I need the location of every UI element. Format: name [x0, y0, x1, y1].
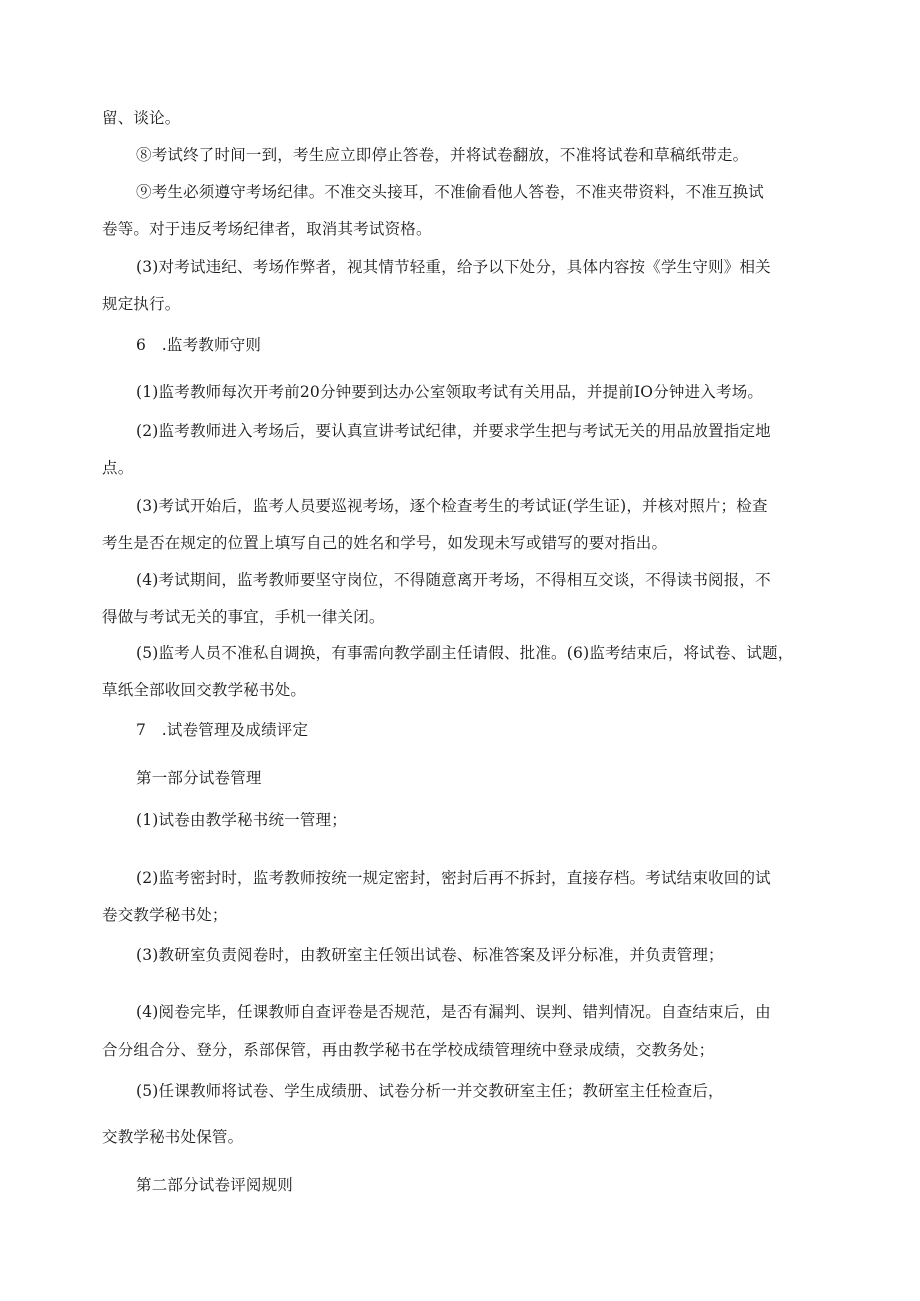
section-heading-6: 6 .监考教师守则	[136, 336, 262, 354]
paper-rule-5: (5)任课教师将试卷、学生成绩册、试卷分析一并交教研室主任；教研室主任检查后，	[136, 1082, 724, 1100]
text-line-24: 合分组合分、登分，系部保管，再由教学秘书在学校成绩管理统中登录成绩，交教务处；	[102, 1041, 715, 1059]
paper-rule-2: (2)监考密封时，监考教师按统一规定密封，密封后再不拆封，直接存档。考试结束收回的试	[136, 869, 771, 887]
paper-rule-3: (3)教研室负责阅卷时，由教研室主任领出试卷、标准答案及评分标准，并负责管理；	[136, 946, 724, 964]
text-line-6: 规定执行。	[102, 295, 181, 313]
section-heading-7: 7 .试卷管理及成绩评定	[136, 721, 309, 739]
text-line-21: 卷交教学秘书处；	[102, 906, 228, 924]
text-line-10: 点。	[102, 459, 134, 477]
text-line-16: 草纸全部收回交教学秘书处。	[102, 681, 307, 699]
rule-item-3: (3)对考试违纪、考场作弊者，视其情节轻重，给予以下处分，具体内容按《学生守则》相关	[136, 258, 771, 276]
rule-item-8: ⑧考试终了时间一到，考生应立即停止答卷，并将试卷翻放，不准将试卷和草稿纸带走。	[136, 146, 749, 164]
text-line-26: 交教学秘书处保管。	[102, 1128, 244, 1146]
rule-item-9: ⑨考生必须遵守考场纪律。不准交头接耳，不准偷看他人答卷，不准夹带资料，不准互换试	[136, 183, 765, 201]
text-line-12: 考生是否在规定的位置上填写自己的姓名和学号，如发现未写或错写的要对指出。	[102, 534, 668, 552]
text-line-4: 卷等。对于违反考场纪律者，取消其考试资格。	[102, 220, 432, 238]
text-line-14: 得做与考试无关的事宜，手机一律关闭。	[102, 608, 385, 626]
paper-rule-4: (4)阅卷完毕，任课教师自查评卷是否规范，是否有漏判、误判、错判情况。自查结束后，由	[136, 1003, 771, 1021]
paper-rule-1: (1)试卷由教学秘书统一管理；	[136, 811, 347, 829]
proctor-rule-4: (4)考试期间，监考教师要坚守岗位，不得随意离开考场，不得相互交谈，不得读书阅报，不	[136, 571, 771, 589]
proctor-rule-5-6: (5)监考人员不准私自调换，有事需向教学副主任请假、批准。(6)监考结束后，将试卷、试题，	[136, 644, 794, 662]
proctor-rule-1: (1)监考教师每次开考前20分钟要到达办公室领取考试有关用品，并提前IO分钟进入考场。	[136, 383, 764, 401]
part-heading-1: 第一部分试卷管理	[136, 769, 262, 787]
text-line-1: 留、谈论。	[102, 109, 181, 127]
proctor-rule-2: (2)监考教师进入考场后，要认真宣讲考试纪律，并要求学生把与考试无关的用品放置指定地	[136, 422, 771, 440]
proctor-rule-3: (3)考试开始后，监考人员要巡视考场，逐个检查考生的考试证(学生证)，并核对照片；检查	[136, 497, 768, 515]
part-heading-2: 第二部分试卷评阅规则	[136, 1176, 294, 1194]
